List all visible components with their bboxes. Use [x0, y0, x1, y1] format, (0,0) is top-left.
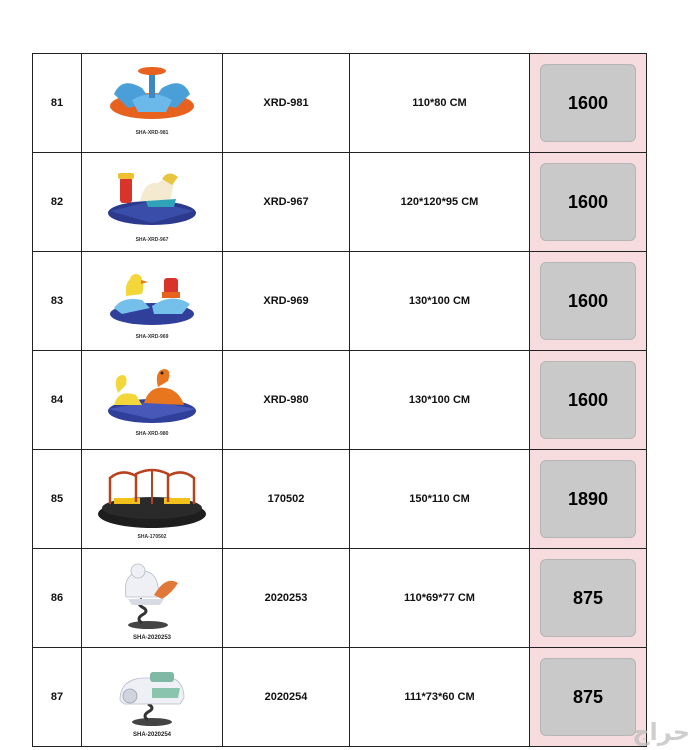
model-code: 2020254 [223, 648, 350, 747]
dimensions: 111*73*60 CM [350, 648, 530, 747]
dimensions: 130*100 CM [350, 351, 530, 450]
dimensions: 120*120*95 CM [350, 153, 530, 252]
item-number: 87 [33, 648, 82, 747]
price: 1600 [540, 262, 636, 340]
watermark-logo: حراج [632, 718, 690, 746]
item-number: 86 [33, 549, 82, 648]
table-row [33, 351, 647, 450]
dimensions: 130*100 CM [350, 252, 530, 351]
swan-spinner-icon [92, 355, 212, 445]
image-caption: SHA-XRD-981 [135, 130, 169, 136]
model-code: 2020253 [223, 549, 350, 648]
model-code: XRD-980 [223, 351, 350, 450]
dimensions: 110*80 CM [350, 54, 530, 153]
image-caption: SHA-XRD-980 [135, 431, 169, 437]
dimensions: 150*110 CM [350, 450, 530, 549]
duck-spinner-icon [92, 256, 212, 346]
price: 1600 [540, 64, 636, 142]
image-caption: SHA-170502 [137, 534, 167, 540]
merry-go-round-icon [92, 454, 212, 544]
dimensions: 110*69*77 CM [350, 549, 530, 648]
model-code: XRD-969 [223, 252, 350, 351]
item-number: 82 [33, 153, 82, 252]
table-row [33, 648, 647, 747]
price: 875 [540, 559, 636, 637]
spinner-icon [92, 58, 212, 148]
horse-spinner-icon [92, 157, 212, 247]
item-number: 85 [33, 450, 82, 549]
image-caption: SHA-2020254 [132, 732, 172, 738]
product-table [32, 53, 647, 747]
table-row [33, 153, 647, 252]
model-code: 170502 [223, 450, 350, 549]
spring-rider-car-icon [92, 652, 212, 742]
table-row [33, 450, 647, 549]
image-caption: SHA-XRD-967 [135, 237, 169, 243]
image-caption: SHA-XRD-969 [135, 334, 169, 340]
table-row [33, 252, 647, 351]
item-number: 83 [33, 252, 82, 351]
model-code: XRD-981 [223, 54, 350, 153]
item-number: 84 [33, 351, 82, 450]
price: 1600 [540, 361, 636, 439]
model-code: XRD-967 [223, 153, 350, 252]
spring-rider-rooster-icon [92, 553, 212, 643]
price: 875 [540, 658, 636, 736]
price: 1890 [540, 460, 636, 538]
item-number: 81 [33, 54, 82, 153]
table-row [33, 54, 647, 153]
image-caption: SHA-2020253 [132, 635, 172, 641]
price: 1600 [540, 163, 636, 241]
table-row [33, 549, 647, 648]
